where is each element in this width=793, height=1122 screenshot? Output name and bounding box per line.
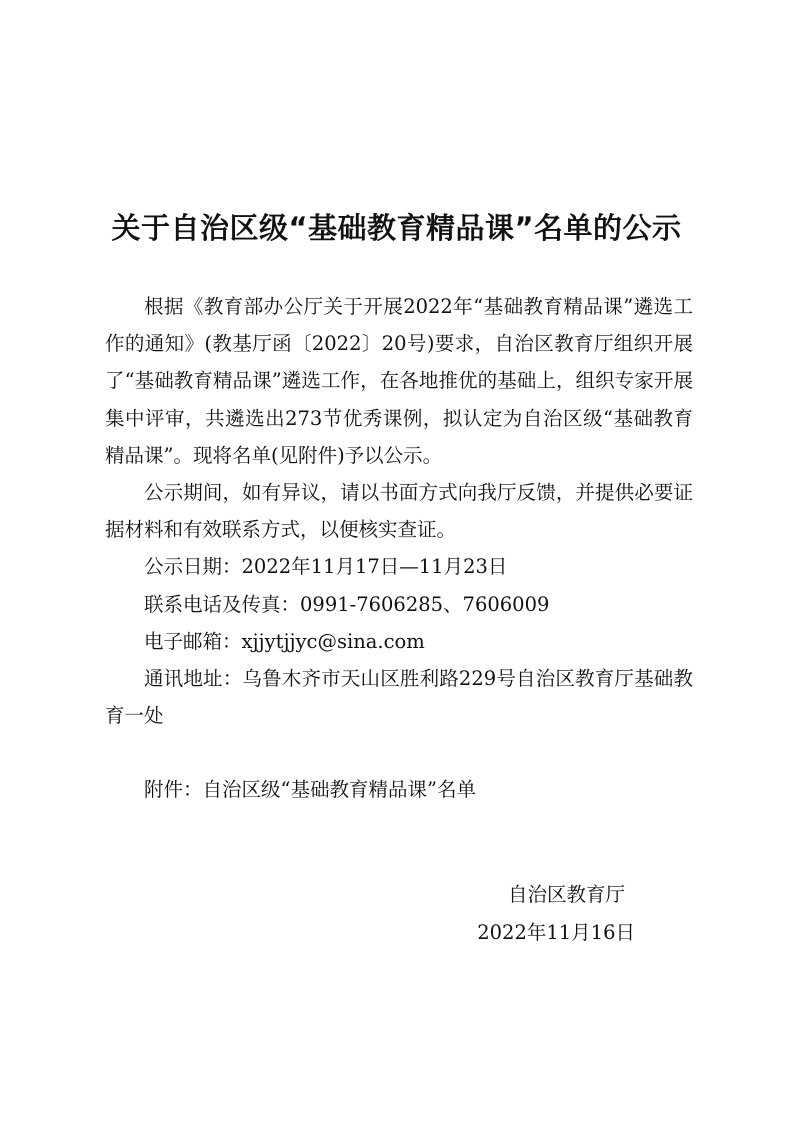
paragraph-phone-fax: 联系电话及传真：0991-7606285、7606009 bbox=[144, 592, 550, 616]
document-title: 关于自治区级“基础教育精品课”名单的公示 bbox=[111, 211, 682, 245]
paragraph-address: 通讯地址：乌鲁木齐市天山区胜利路229号自治区教育厅基础教育一处 bbox=[105, 667, 693, 728]
paragraph-basis: 根据《教育部办公厅关于开展2022年“基础教育精品课”遴选工作的通知》(教基厅函〔2022〕20号)要求，自治区教育厅组织开展了“基础教育精品课”遴选工作，在各地推优的基础上，组织专家开展集中评审，共遴选出273节优秀课例，拟认定为自治区级“基础教育精品课”。现将名单(见附件)予以公示。 bbox=[105, 295, 693, 467]
signature-date: 2022年11月16日 bbox=[477, 921, 635, 944]
attachment-line: 附件：自治区级“基础教育精品课”名单 bbox=[144, 778, 476, 802]
signature-organization: 自治区教育厅 bbox=[507, 883, 625, 906]
paragraph-email: 电子邮箱：xjjytjjyc@sina.com bbox=[144, 629, 425, 653]
paragraph-objection: 公示期间，如有异议，请以书面方式向我厅反馈，并提供必要证据材料和有效联系方式，以便核实查证。 bbox=[105, 481, 693, 542]
paragraph-notice-dates: 公示日期：2022年11月17日—11月23日 bbox=[144, 555, 508, 579]
document-body bbox=[105, 288, 693, 809]
